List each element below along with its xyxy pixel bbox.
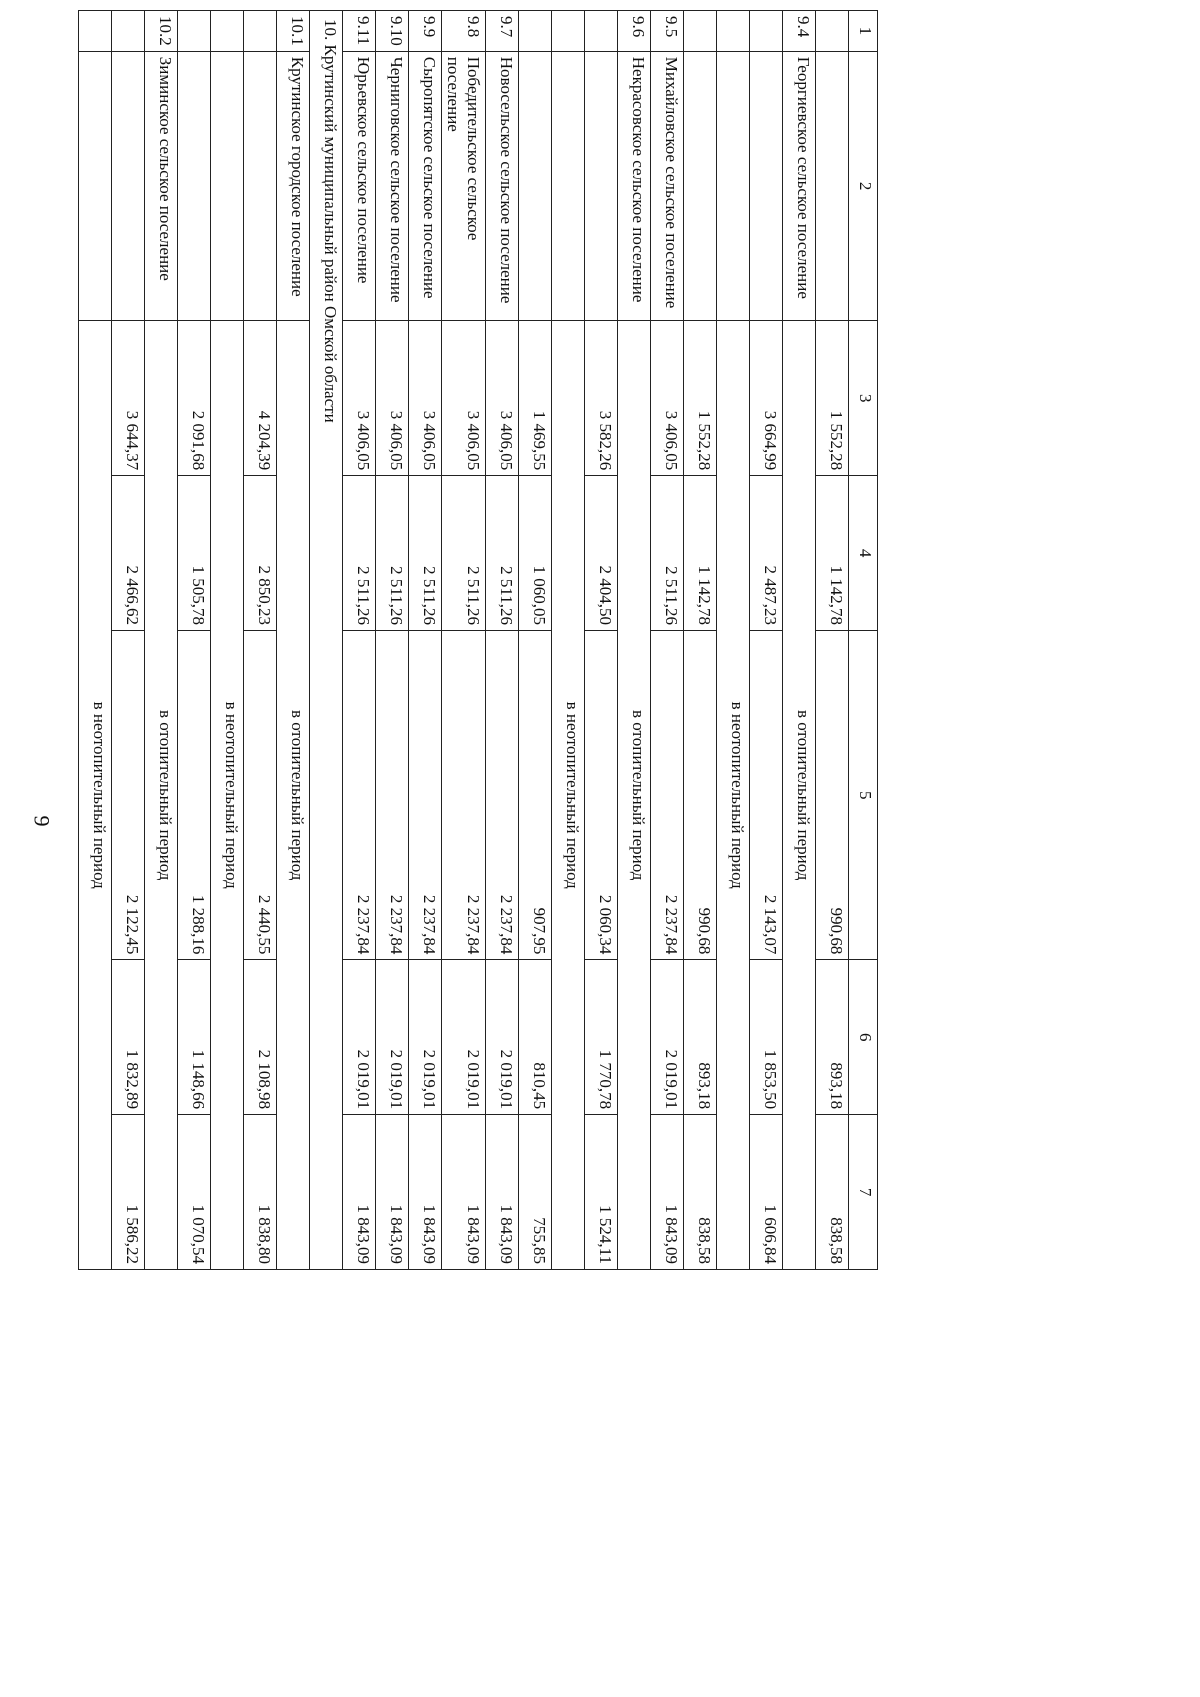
region-row [309, 11, 342, 1270]
period-label: в неотопительный период [78, 321, 111, 1270]
value-cell: 2 019,01 [651, 960, 684, 1115]
value-cell: 3 644,37 [111, 321, 144, 476]
value-cell: 2 511,26 [441, 476, 485, 631]
value-cell: 2 091,68 [177, 321, 210, 476]
settlement-name [585, 51, 618, 321]
value-cell: 907,95 [519, 631, 552, 960]
value-cell: 1 552,28 [684, 321, 717, 476]
header-cell: 2 [849, 51, 878, 321]
period-label: в отопительный период [276, 321, 309, 1270]
header-cell: 7 [849, 1115, 878, 1270]
value-cell: 1 142,78 [816, 476, 849, 631]
settlement-name: Михайловское сельское поселение [651, 51, 684, 321]
value-cell: 893,18 [684, 960, 717, 1115]
value-cell: 3 406,05 [486, 321, 519, 476]
header-cell: 4 [849, 476, 878, 631]
table-row [585, 11, 618, 1270]
value-cell: 755,85 [519, 1115, 552, 1270]
value-cell: 1 148,66 [177, 960, 210, 1115]
row-number [552, 11, 585, 52]
settlement-name: Крутинское городское поселение [276, 51, 309, 321]
value-cell: 838,58 [816, 1115, 849, 1270]
row-number: 9.8 [441, 11, 485, 52]
row-number [684, 11, 717, 52]
header-cell: 1 [849, 11, 878, 52]
rotated-table-container [78, 10, 878, 1270]
settlement-name [210, 51, 243, 321]
period-label: в отопительный период [783, 321, 816, 1270]
row-number: 9.11 [342, 11, 375, 52]
value-cell: 2 019,01 [342, 960, 375, 1115]
period-label: в неотопительный период [717, 321, 750, 1270]
row-number: 9.4 [783, 11, 816, 52]
value-cell: 1 853,50 [750, 960, 783, 1115]
header-cell: 3 [849, 321, 878, 476]
period-label: в неотопительный период [210, 321, 243, 1270]
row-number: 9.7 [486, 11, 519, 52]
table-row [243, 11, 276, 1270]
value-cell: 2 404,50 [585, 476, 618, 631]
row-number: 10.2 [144, 11, 177, 52]
value-cell: 990,68 [684, 631, 717, 960]
table-row [519, 11, 552, 1270]
row-number [585, 11, 618, 52]
value-cell: 3 406,05 [441, 321, 485, 476]
table-row [684, 11, 717, 1270]
settlement-name: Победительское сельское поселение [441, 51, 485, 321]
value-cell: 2 060,34 [585, 631, 618, 960]
value-cell: 1 843,09 [342, 1115, 375, 1270]
value-cell: 2 511,26 [342, 476, 375, 631]
header-row [849, 11, 878, 1270]
value-cell: 2 511,26 [408, 476, 441, 631]
header-cell: 5 [849, 631, 878, 960]
period-row [78, 11, 111, 1270]
row-number [750, 11, 783, 52]
value-cell: 810,45 [519, 960, 552, 1115]
value-cell: 1 838,80 [243, 1115, 276, 1270]
value-cell: 3 406,05 [408, 321, 441, 476]
settlement-name: Зиминское сельское поселение [144, 51, 177, 321]
period-label: в отопительный период [618, 321, 651, 1270]
value-cell: 2 511,26 [651, 476, 684, 631]
value-cell: 1 843,09 [651, 1115, 684, 1270]
table-row [177, 11, 210, 1270]
value-cell: 2 487,23 [750, 476, 783, 631]
value-cell: 2 143,07 [750, 631, 783, 960]
value-cell: 2 019,01 [486, 960, 519, 1115]
value-cell: 893,18 [816, 960, 849, 1115]
value-cell: 1 843,09 [408, 1115, 441, 1270]
value-cell: 1 288,16 [177, 631, 210, 960]
row-number [78, 11, 111, 52]
table-row [750, 11, 783, 1270]
settlement-name: Юрьевское сельское поселение [342, 51, 375, 321]
row-number: 9.6 [618, 11, 651, 52]
period-row [144, 11, 177, 1270]
table-row [441, 11, 485, 1270]
value-cell: 1 586,22 [111, 1115, 144, 1270]
value-cell: 2 237,84 [651, 631, 684, 960]
value-cell: 2 511,26 [486, 476, 519, 631]
period-label: в неотопительный период [552, 321, 585, 1270]
row-number [717, 11, 750, 52]
value-cell: 1 505,78 [177, 476, 210, 631]
value-cell: 2 440,55 [243, 631, 276, 960]
settlement-name [111, 51, 144, 321]
settlement-name [243, 51, 276, 321]
settlement-name [177, 51, 210, 321]
table-row [816, 11, 849, 1270]
value-cell: 838,58 [684, 1115, 717, 1270]
period-row [276, 11, 309, 1270]
table-row [342, 11, 375, 1270]
period-row [552, 11, 585, 1270]
value-cell: 2 237,84 [342, 631, 375, 960]
value-cell: 1 552,28 [816, 321, 849, 476]
value-cell: 1 770,78 [585, 960, 618, 1115]
settlement-name: Новосельское сельское поселение [486, 51, 519, 321]
value-cell: 1 843,09 [441, 1115, 485, 1270]
value-cell: 2 122,45 [111, 631, 144, 960]
settlement-name [684, 51, 717, 321]
value-cell: 3 582,26 [585, 321, 618, 476]
row-number: 10.1 [276, 11, 309, 52]
period-row [618, 11, 651, 1270]
value-cell: 2 019,01 [441, 960, 485, 1115]
value-cell: 1 070,54 [177, 1115, 210, 1270]
page-number: 9 [29, 815, 55, 827]
settlement-name [750, 51, 783, 321]
row-number [210, 11, 243, 52]
value-cell: 2 237,84 [408, 631, 441, 960]
value-cell: 1 060,05 [519, 476, 552, 631]
table-row [111, 11, 144, 1270]
table-row [408, 11, 441, 1270]
row-number [519, 11, 552, 52]
table-row [651, 11, 684, 1270]
value-cell: 1 606,84 [750, 1115, 783, 1270]
settlement-name: Черниговское сельское поселение [375, 51, 408, 321]
value-cell: 2 108,98 [243, 960, 276, 1115]
tariff-table [78, 10, 878, 1270]
settlement-name [816, 51, 849, 321]
value-cell: 2 019,01 [408, 960, 441, 1115]
value-cell: 1 832,89 [111, 960, 144, 1115]
row-number: 9.5 [651, 11, 684, 52]
row-number: 9.9 [408, 11, 441, 52]
settlement-name: Некрасовское сельское поселение [618, 51, 651, 321]
value-cell: 2 511,26 [375, 476, 408, 631]
value-cell: 4 204,39 [243, 321, 276, 476]
value-cell: 990,68 [816, 631, 849, 960]
period-row [783, 11, 816, 1270]
period-row [210, 11, 243, 1270]
header-cell: 6 [849, 960, 878, 1115]
value-cell: 2 237,84 [375, 631, 408, 960]
row-number [243, 11, 276, 52]
settlement-name [78, 51, 111, 321]
settlement-name [717, 51, 750, 321]
value-cell: 1 469,55 [519, 321, 552, 476]
value-cell: 1 524,11 [585, 1115, 618, 1270]
settlement-name: Георгиевское сельское поселение [783, 51, 816, 321]
table-row [375, 11, 408, 1270]
value-cell: 2 019,01 [375, 960, 408, 1115]
value-cell: 2 850,23 [243, 476, 276, 631]
value-cell: 1 843,09 [486, 1115, 519, 1270]
value-cell: 1 843,09 [375, 1115, 408, 1270]
value-cell: 1 142,78 [684, 476, 717, 631]
row-number: 9.10 [375, 11, 408, 52]
row-number [177, 11, 210, 52]
settlement-name [519, 51, 552, 321]
value-cell: 2 237,84 [441, 631, 485, 960]
value-cell: 3 664,99 [750, 321, 783, 476]
row-number [816, 11, 849, 52]
value-cell: 3 406,05 [651, 321, 684, 476]
settlement-name [552, 51, 585, 321]
region-title: 10. Крутинский муниципальный район Омской области [309, 11, 342, 1270]
value-cell: 3 406,05 [375, 321, 408, 476]
settlement-name: Сыропятское сельское поселение [408, 51, 441, 321]
value-cell: 3 406,05 [342, 321, 375, 476]
row-number [111, 11, 144, 52]
value-cell: 2 237,84 [486, 631, 519, 960]
table-row [486, 11, 519, 1270]
period-label: в отопительный период [144, 321, 177, 1270]
value-cell: 2 466,62 [111, 476, 144, 631]
period-row [717, 11, 750, 1270]
